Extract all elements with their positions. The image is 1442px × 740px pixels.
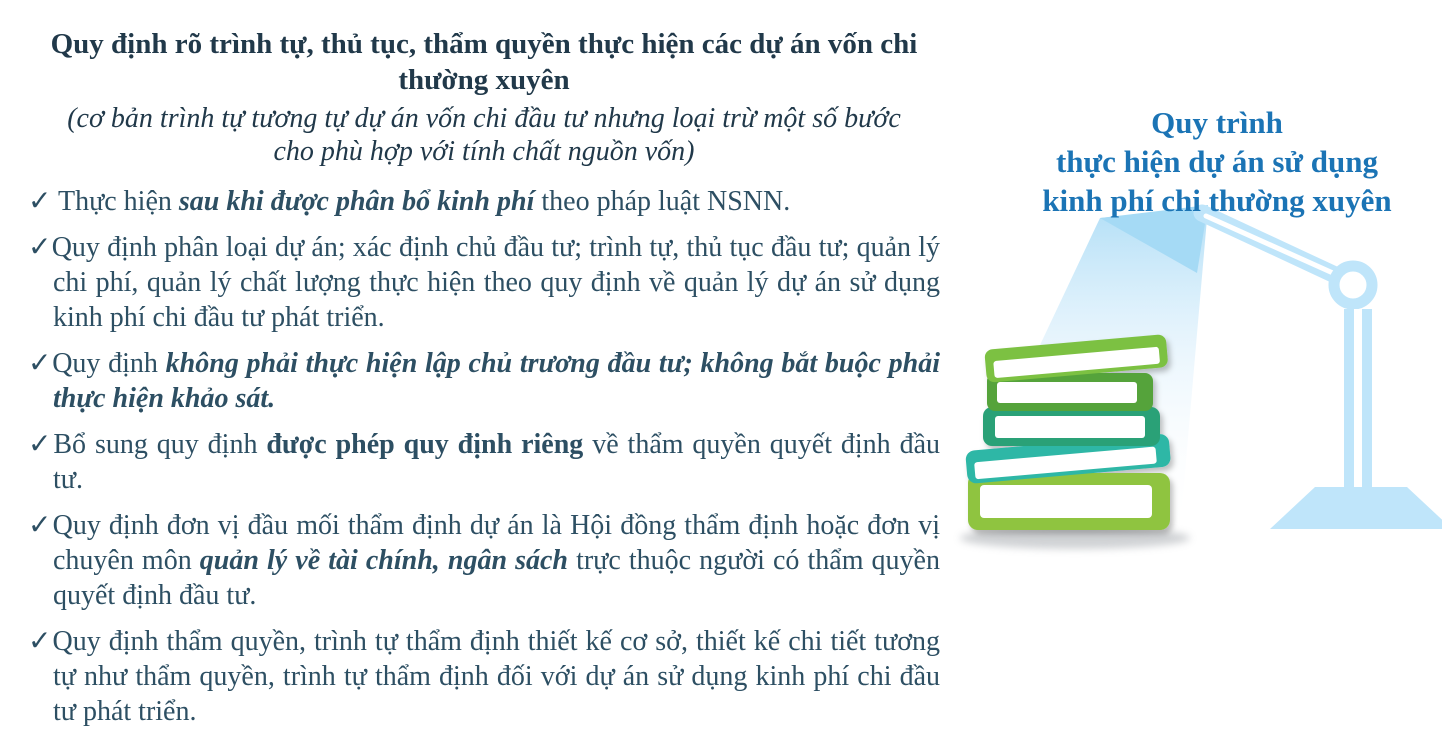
bullet-text: Thực hiện [51,186,179,217]
bullet-item [28,624,940,729]
illustration-title-line: kinh phí chi thường xuyên [1042,183,1392,218]
content-column [28,26,940,740]
illustration-title [1018,103,1416,220]
lamp-joint [1334,266,1372,304]
bullet-text: Quy định đơn vị đầu mối thẩm định dự án là Hội đồng thẩm định hoặc đơn vị chuyên môn [52,510,941,576]
bullet-text: Quy định phân loại dự án; xác định chủ đầu tư; trình tự, thủ tục đầu tư; quản lý chi phí, quản lý chất lượng thực hiện theo quy định về quản lý dự án sử dụng kinh phí chi đầu tư phát triển. [51,232,941,333]
bullet-item [28,346,940,416]
checkmark-icon: ✓ [28,626,53,657]
bullet-text: được phép quy định riêng [266,429,584,460]
bullet-text: theo pháp luật NSNN. [534,186,791,217]
bullet-text: Quy định thẩm quyền, trình tự thẩm định thiết kế cơ sở, thiết kế chi tiết tương tự như thẩm quyền, trình tự thẩm định đối với dự án sử dụng kinh phí chi đầu tư phát triển. [52,626,941,727]
bullet-list [28,184,940,729]
bullet-item [28,508,940,613]
book-5 [968,473,1170,530]
checkmark-icon: ✓ [28,348,53,379]
book-3 [983,407,1160,446]
illustration-title-line: Quy trình [1151,105,1283,140]
slide-subtitle: (cơ bản trình tự tương tự dự án vốn chi đầu tư nhưng loại trừ một số bước cho phù hợp với tính chất nguồn vốn) [67,103,901,167]
illustration-title-line: thực hiện dự án sử dụng [1055,144,1378,179]
checkmark-icon: ✓ [28,232,52,263]
bullet-text: về thẩm quyền quyết định đầu tư. [53,429,940,495]
bullet-text: Quy định [52,348,166,379]
slide-title: Quy định rõ trình tự, thủ tục, thẩm quyền thực hiện các dự án vốn chi thường xuyên [50,28,918,96]
bullet-text: trực thuộc người có thẩm quyền quyết định đầu tư. [53,545,940,611]
bullet-text: Bổ sung quy định [53,429,267,460]
bullet-text: không phải thực hiện lập chủ trương đầu tư; không bắt buộc phải thực hiện khảo sát. [53,348,941,414]
bullet-item [28,184,940,219]
books-shadow [960,527,1190,549]
checkmark-icon: ✓ [28,510,53,541]
bullet-text: quản lý về tài chính, ngân sách [199,545,568,576]
lamp-books-illustration [940,195,1442,699]
bullet-text: sau khi được phân bổ kinh phí [178,186,535,217]
checkmark-icon: ✓ [28,186,52,217]
lamp-base [1270,487,1442,529]
lamp-pole-highlight [1354,309,1362,489]
bullet-item [28,427,940,497]
bullet-item [28,230,940,335]
lamp-arm-highlight [1206,216,1344,278]
checkmark-icon: ✓ [28,429,54,460]
